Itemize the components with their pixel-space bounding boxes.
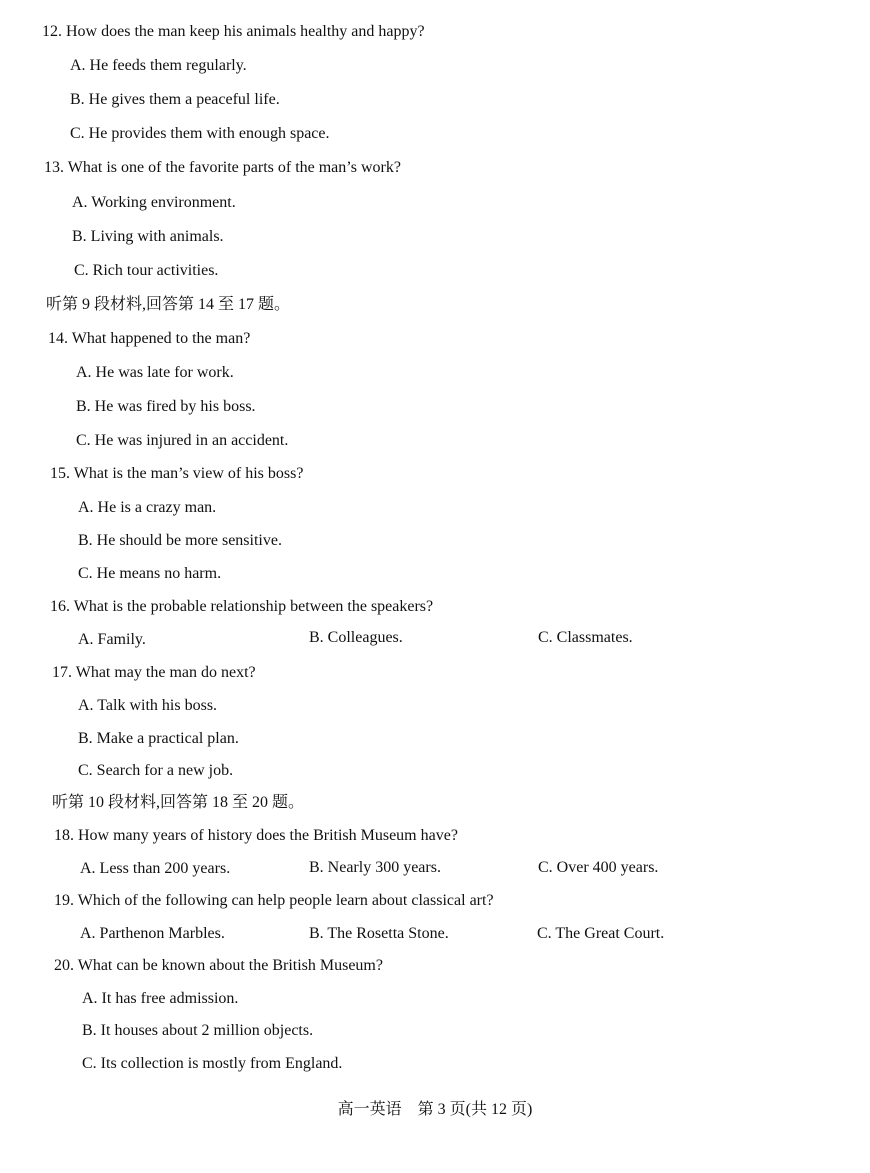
question-17: 17. What may the man do next? xyxy=(52,664,256,681)
question-18: 18. How many years of history does the British Museum have? xyxy=(54,827,458,844)
question-19: 19. Which of the following can help people learn about classical art? xyxy=(54,892,494,909)
option-19-a: A. Parthenon Marbles. xyxy=(80,925,225,942)
option-19-c: C. The Great Court. xyxy=(537,925,665,942)
option-15-b: B. He should be more sensitive. xyxy=(78,532,282,549)
question-20: 20. What can be known about the British Museum? xyxy=(54,957,383,974)
option-20-b: B. It houses about 2 million objects. xyxy=(82,1022,314,1039)
section-heading-10: 听第 10 段材料,回答第 18 至 20 题。 xyxy=(52,794,305,811)
option-13-c: C. Rich tour activities. xyxy=(74,262,219,279)
option-15-a: A. He is a crazy man. xyxy=(78,499,217,516)
option-16-b: B. Colleagues. xyxy=(309,629,403,646)
option-12-c: C. He provides them with enough space. xyxy=(70,125,330,142)
question-16: 16. What is the probable relationship between the speakers? xyxy=(50,598,434,615)
option-20-c: C. Its collection is mostly from England. xyxy=(82,1055,343,1072)
option-18-c: C. Over 400 years. xyxy=(538,859,659,876)
option-19-b: B. The Rosetta Stone. xyxy=(309,925,449,942)
option-17-b: B. Make a practical plan. xyxy=(78,730,239,747)
option-18-a: A. Less than 200 years. xyxy=(80,860,231,877)
question-12: 12. How does the man keep his animals healthy and happy? xyxy=(42,23,425,40)
question-13: 13. What is one of the favorite parts of the man’s work? xyxy=(44,159,401,176)
option-12-a: A. He feeds them regularly. xyxy=(70,57,247,74)
option-17-c: C. Search for a new job. xyxy=(78,762,234,779)
option-12-b: B. He gives them a peaceful life. xyxy=(70,91,280,108)
section-heading-9: 听第 9 段材料,回答第 14 至 17 题。 xyxy=(46,296,291,313)
question-15: 15. What is the man’s view of his boss? xyxy=(50,465,304,482)
option-20-a: A. It has free admission. xyxy=(82,990,239,1007)
option-13-a: A. Working environment. xyxy=(72,194,236,211)
option-15-c: C. He means no harm. xyxy=(78,565,222,582)
option-17-a: A. Talk with his boss. xyxy=(78,697,218,714)
page-footer: 高一英语 第 3 页(共 12 页) xyxy=(337,1101,533,1118)
option-13-b: B. Living with animals. xyxy=(72,228,224,245)
option-16-c: C. Classmates. xyxy=(538,629,633,646)
option-16-a: A. Family. xyxy=(78,631,146,648)
question-14: 14. What happened to the man? xyxy=(48,330,251,347)
option-14-c: C. He was injured in an accident. xyxy=(76,432,289,449)
option-14-a: A. He was late for work. xyxy=(76,364,234,381)
option-14-b: B. He was fired by his boss. xyxy=(76,398,256,415)
option-18-b: B. Nearly 300 years. xyxy=(309,859,441,876)
